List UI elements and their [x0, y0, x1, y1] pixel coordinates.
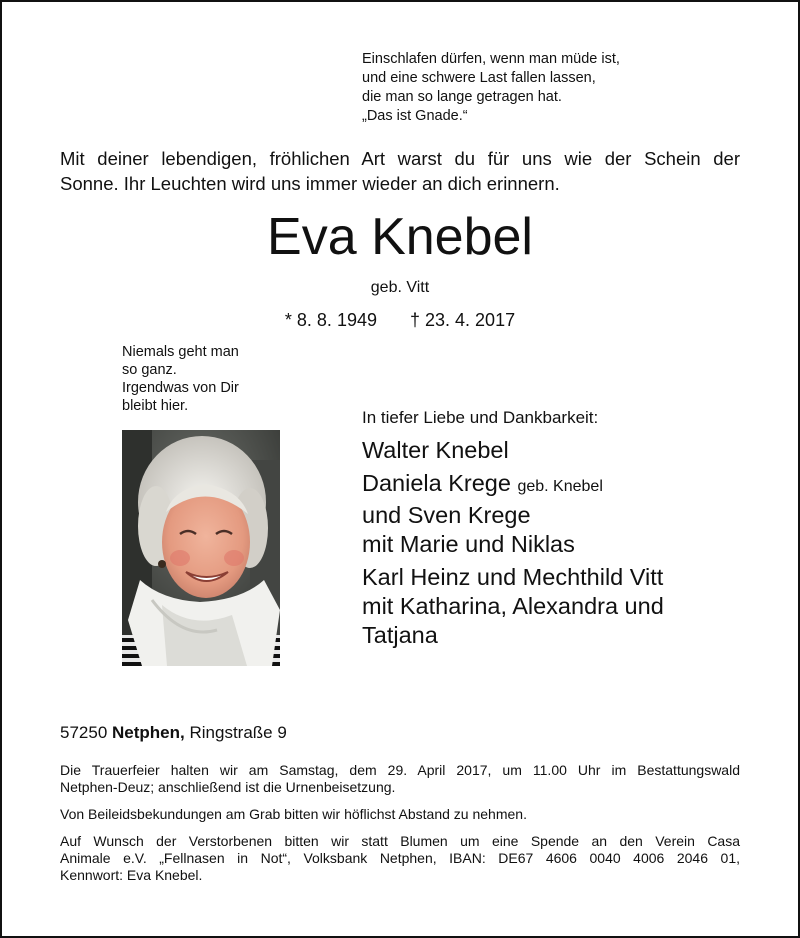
- condolence-notice: [60, 806, 740, 823]
- address-city: Netphen,: [112, 723, 185, 742]
- mourner-group: [362, 469, 762, 559]
- poem-line: und eine schwere Last fallen lassen,: [362, 70, 596, 86]
- mourners-list: [362, 436, 762, 654]
- mourner-name: und Sven Krege: [362, 502, 531, 528]
- mourner-name: Walter Knebel: [362, 437, 509, 463]
- mourner-name: mit Katharina, Alexandra und: [362, 593, 664, 619]
- intro-line: Sonne. Ihr Leuchten wird uns immer wieder an dich erinnern.: [60, 173, 560, 194]
- poem-line: „Das ist Gnade.“: [362, 108, 468, 124]
- mourners-heading: In tiefer Liebe und Dankbarkeit:: [362, 408, 599, 427]
- quote-line: Irgendwas von Dir: [122, 380, 239, 396]
- portrait-photo-icon: [122, 430, 280, 666]
- quote-line: so ganz.: [122, 362, 177, 378]
- quote-line: Niemals geht man: [122, 344, 239, 360]
- donation-notice: [60, 833, 740, 884]
- birth-date: * 8. 8. 1949: [284, 310, 377, 330]
- life-dates: [0, 308, 800, 332]
- intro-line: Mit deiner lebendigen, fröhlichen Art warst du für uns wie der Schein der: [60, 148, 740, 169]
- quote: [122, 343, 282, 415]
- address-street: Ringstraße 9: [189, 723, 287, 742]
- donation-line: Auf Wunsch der Verstorbenen bitten wir statt Blumen um eine Spende an den Verein Casa: [60, 833, 740, 849]
- death-date: † 23. 4. 2017: [410, 310, 516, 330]
- portrait-photo: [122, 430, 280, 666]
- poem: [362, 50, 682, 126]
- quote-line: bleibt hier.: [122, 398, 189, 414]
- poem-line: Einschlafen dürfen, wenn man müde ist,: [362, 51, 620, 67]
- intro-text: [60, 146, 740, 196]
- address-zip: 57250: [60, 723, 108, 742]
- mourner-group: [362, 436, 762, 465]
- condolence-line: Von Beileidsbekundungen am Grab bitten wir höflichst Abstand zu nehmen.: [60, 806, 527, 822]
- mourner-name: Daniela Krege: [362, 470, 511, 496]
- deceased-name: Eva Knebel: [267, 208, 533, 266]
- funeral-line: Die Trauerfeier halten wir am Samstag, dem 29. April 2017, um 11.00 Uhr im Bestattungswald: [60, 762, 740, 778]
- donation-line: Animale e.V. „Fellnasen in Not“, Volksbank Netphen, IBAN: DE67 4606 0040 4006 2046 01,: [60, 850, 740, 866]
- address: [60, 721, 287, 745]
- mourner-name: mit Marie und Niklas: [362, 531, 575, 557]
- mourner-name: Tatjana: [362, 622, 438, 648]
- funeral-notice: [60, 762, 740, 796]
- donation-line: Kennwort: Eva Knebel.: [60, 867, 203, 883]
- mourner-name: Karl Heinz und Mechthild Vitt: [362, 564, 664, 590]
- mourner-birth-name: geb. Knebel: [517, 478, 603, 495]
- mourner-line: [362, 469, 762, 501]
- mourner-group: [362, 563, 762, 650]
- poem-line: die man so lange getragen hat.: [362, 89, 562, 105]
- funeral-line: Netphen-Deuz; anschließend ist die Urnenbeisetzung.: [60, 779, 396, 795]
- birth-name: geb. Vitt: [370, 279, 430, 296]
